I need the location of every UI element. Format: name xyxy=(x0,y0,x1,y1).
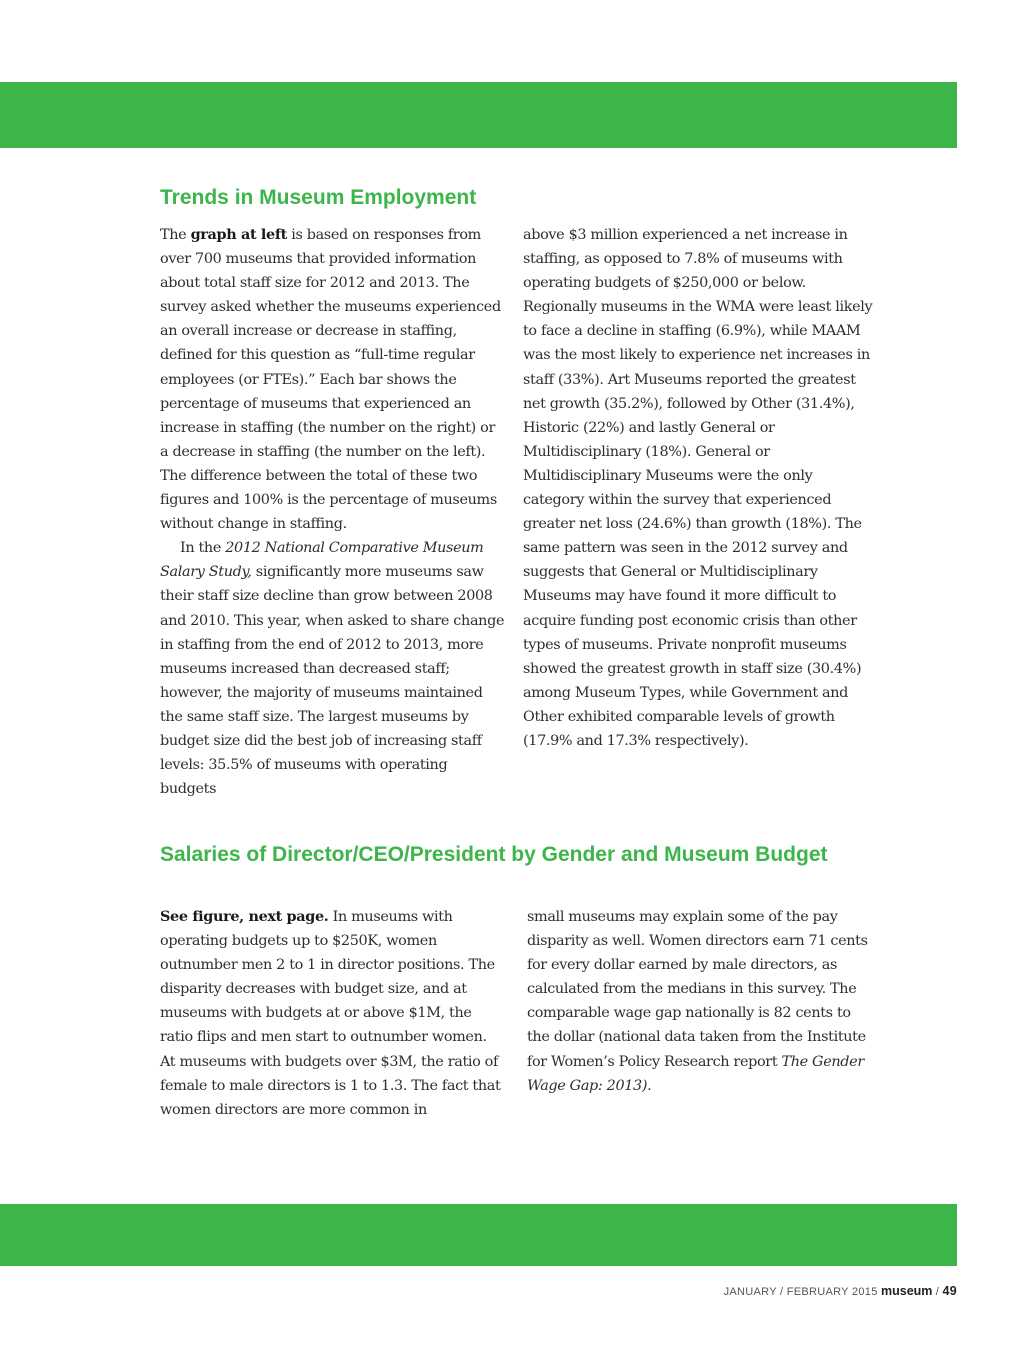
bottom-green-band xyxy=(0,1204,957,1266)
page-number: 49 xyxy=(942,1284,957,1298)
report-title: The Gender Wage Gap: 2013). xyxy=(527,1053,864,1094)
issue-date: JANUARY / FEBRUARY 2015 xyxy=(723,1286,878,1298)
trends-column-right xyxy=(523,223,873,753)
trends-column-left xyxy=(160,223,505,801)
top-green-band xyxy=(0,82,957,148)
section-heading-salaries: Salaries of Director/CEO/President by Gender and Museum Budget xyxy=(160,843,828,866)
study-title: 2012 National Comparative Museum Salary Study, xyxy=(160,540,484,581)
footer-separator: / xyxy=(935,1286,940,1298)
magazine-name: museum xyxy=(881,1284,933,1298)
trends-paragraph-2: In the 2012 National Comparative Museum Salary Study, significantly more museums saw their staff size decline than grow between 2008 and 2010. This year, when asked to share change in staffing from the end of 2012 to 2013, more museums increased than decreased staff; however, the majority of museums maintained the same staff size. The largest museums by budget size did the best job of increasing staff levels: 35.5% of museums with operating budgets xyxy=(160,540,505,798)
salaries-column-right xyxy=(527,905,872,1098)
trends-paragraph-1: The graph at left is based on responses from over 700 museums that provided information about total staff size for 2012 and 2013. The survey asked whether the museums experienced an overall increase or decrease in staffing, defined for this question as “full-time regular employees (or FTEs).” Each bar shows the percentage of museums that experienced an increase in staffing (the number on the right) or a decrease in staffing (the number on the left). The difference between the total of these two figures and 100% is the percentage of museums without change in staffing. xyxy=(160,226,501,533)
graph-reference: graph at left xyxy=(190,226,287,243)
trends-paragraph-3: above $3 million experienced a net increase in staffing, as opposed to 7.8% of museums with operating budgets of $250,000 or below. Regionally museums in the WMA were least likely to face a decline in staffing (6.9%), while MAAM was the most likely to experience net increases in staff (33%). Art Museums reported the greatest net growth (35.2%), followed by Other (31.4%), Historic (22%) and lastly General or Multidisciplinary (18%). General or Multidisciplinary Museums were the only category within the survey that experienced greater net loss (24.6%) than growth (18%). The same pattern was seen in the 2012 survey and suggests that General or Multidisciplinary Museums may have found it more difficult to acquire funding post economic crisis than other types of museums. Private nonprofit museums showed the greatest growth in staff size (30.4%) among Museum Types, while Government and Other exhibited comparable levels of growth (17.9% and 17.3% respectively). xyxy=(523,227,873,749)
salaries-paragraph-2: small museums may explain some of the pay disparity as well. Women directors earn 71 cents for every dollar earned by male directors, as calculated from the medians in this survey. The comparable wage gap nationally is 82 cents to the dollar (national data taken from the Institute for Women’s Policy Research report The Gender Wage Gap: 2013). xyxy=(527,909,868,1094)
salaries-paragraph-1: See figure, next page. In museums with operating budgets up to $250K, women outnumber men 2 to 1 in director positions. The disparity decreases with budget size, and at museums with budgets at or above $1M, the ratio flips and men start to outnumber women. At museums with budgets over $3M, the ratio of female to male directors is 1 to 1.3. The fact that women directors are more common in xyxy=(160,908,501,1118)
salaries-column-left xyxy=(160,905,505,1122)
figure-reference: See figure, next page. xyxy=(160,908,329,925)
section-heading-trends: Trends in Museum Employment xyxy=(160,186,477,209)
page-footer xyxy=(724,1284,957,1298)
